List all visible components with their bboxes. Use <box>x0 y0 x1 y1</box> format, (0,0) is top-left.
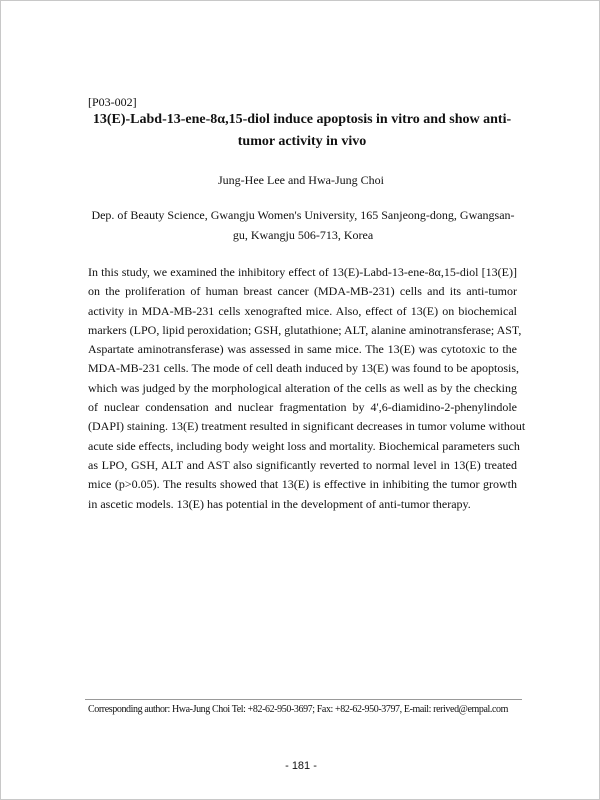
authors: Jung-Hee Lee and Hwa-Jung Choi <box>218 173 384 187</box>
abstract-code: [P03-002] <box>88 95 137 109</box>
abstract-line: MDA-MB-231 cells. The mode of cell death induced by 13(E) was found to be apoptosis, <box>88 361 520 376</box>
affiliation: Dep. of Beauty Science, Gwangju Women's University, 165 Sanjeong-dong, Gwangsan-gu, Kwangju 506-713, Korea <box>91 208 515 242</box>
abstract-line: as LPO, GSH, ALT and AST also significantly reverted to normal level in 13(E) treated <box>88 457 517 472</box>
abstract-line: markers (LPO, lipid peroxidation; GSH, glutathione; ALT, alanine aminotransferase; AST, <box>88 322 522 337</box>
abstract-line: activity in MDA-MB-231 cells xenografted mice. Also, effect of 13(E) on biochemical <box>88 303 517 318</box>
footnote: Corresponding author: Hwa-Jung Choi Tel: +82-62-950-3697; Fax: +82-62-950-3797, E-mail: rerived@empal.com <box>88 704 509 715</box>
footnote-divider <box>85 699 522 700</box>
abstract-body <box>88 263 526 514</box>
abstract-line: on the proliferation of human breast cancer (MDA-MB-231) cells and its anti-tumor <box>88 284 517 299</box>
abstract-line: mice (p>0.05). The results showed that 13(E) is effective in inhibiting the tumor growth <box>88 477 517 492</box>
abstract-line: Aspartate aminotransferase) was assessed in same mice. The 13(E) was cytotoxic to the <box>88 342 517 357</box>
abstract-title: 13(E)-Labd-13-ene-8α,15-diol induce apoptosis in vitro and show anti-tumor activity in vivo <box>92 112 512 149</box>
abstract-line: which was judged by the morphological alteration of the cells as well as by the checking <box>88 380 517 395</box>
abstract-line: in ascetic models. 13(E) has potential in the development of anti-tumor therapy. <box>88 496 471 511</box>
page-number: - 181 - <box>285 760 317 772</box>
abstract-line: of nuclear condensation and nuclear fragmentation by 4',6-diamidino-2-phenylindole <box>88 400 517 415</box>
abstract-line: acute side effects, including body weight loss and mortality. Biochemical parameters such <box>88 438 520 453</box>
abstract-line: In this study, we examined the inhibitory effect of 13(E)-Labd-13-ene-8α,15-diol [13(E)] <box>88 265 517 279</box>
abstract-line: (DAPI) staining. 13(E) treatment resulted in significant decreases in tumor volume without <box>88 419 526 434</box>
